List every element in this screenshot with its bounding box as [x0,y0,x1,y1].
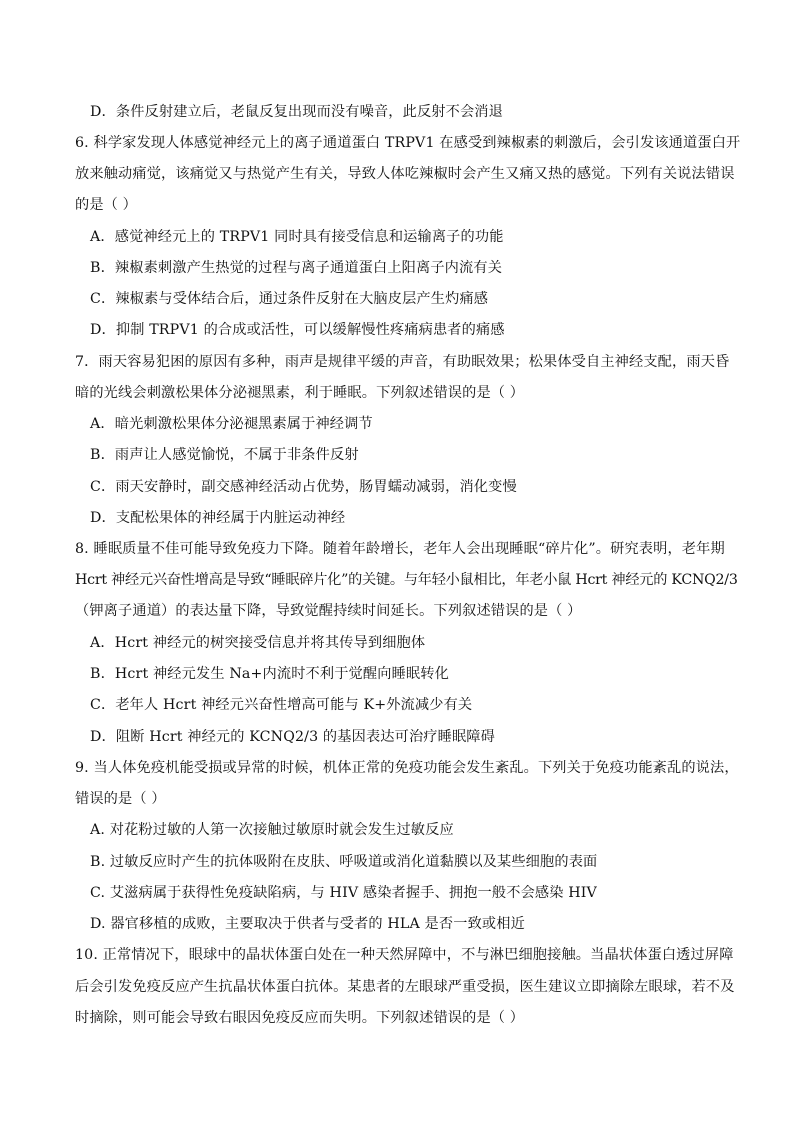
q9-stem-line-1: 9. 当人体免疫机能受损或异常的时候，机体正常的免疫功能会发生紊乱。下列关于免疫功能紊乱的说法， [75,760,739,776]
q8-stem-line-2: Hcrt 神经元兴奋性增高是导致“睡眠碎片化”的关键。与年轻小鼠相比，年老小鼠 Hcrt 神经元的 KCNQ2/3 [75,572,738,588]
q6-option-c: C．辣椒素与受体结合后，通过条件反射在大脑皮层产生灼痛感 [90,291,489,307]
q9-option-b: B. 过敏反应时产生的抗体吸附在皮肤、呼吸道或消化道黏膜以及某些细胞的表面 [90,854,598,870]
q9-stem-line-2: 错误的是（ ） [75,791,166,807]
q6-stem-line-1: 6. 科学家发现人体感觉神经元上的离子通道蛋白 TRPV1 在感受到辣椒素的刺激后，会引发该通道蛋白开 [75,135,741,151]
q8-option-d: D．阻断 Hcrt 神经元的 KCNQ2/3 的基因表达可治疗睡眠障碍 [90,729,495,745]
q8-stem-line-1: 8. 睡眠质量不佳可能导致免疫力下降。随着年龄增长，老年人会出现睡眠“碎片化”。研究表明，老年期 [75,541,725,557]
q6-stem-line-3: 的是（ ） [75,197,138,213]
q6-option-d: D．抑制 TRPV1 的合成或活性，可以缓解慢性疼痛病患者的痛感 [90,322,505,338]
q7-option-c: C．雨天安静时，副交感神经活动占优势，肠胃蠕动减弱，消化变慢 [90,479,517,495]
q8-stem-line-3: （钾离子通道）的表达量下降，导致觉醒持续时间延长。下列叙述错误的是（ ） [75,603,582,619]
q9-option-a: A. 对花粉过敏的人第一次接触过敏原时就会发生过敏反应 [90,822,454,838]
q10-stem-line-2: 后会引发免疫反应产生抗晶状体蛋白抗体。某患者的左眼球严重受损，医生建议立即摘除左眼球，若不及 [75,979,735,995]
q8-option-c: C．老年人 Hcrt 神经元兴奋性增高可能与 K+外流减少有关 [90,697,473,713]
q9-option-c: C. 艾滋病属于获得性免疫缺陷病，与 HIV 感染者握手、拥抱一般不会感染 HIV [90,885,597,901]
q7-option-a: A．暗光刺激松果体分泌褪黑素属于神经调节 [90,416,373,432]
q9-option-d: D. 器官移植的成败，主要取决于供者与受者的 HLA 是否一致或相近 [90,916,525,932]
q10-stem-line-1: 10. 正常情况下，眼球中的晶状体蛋白处在一种天然屏障中，不与淋巴细胞接触。当晶状体蛋白透过屏障 [75,947,734,963]
q8-option-a: A．Hcrt 神经元的树突接受信息并将其传导到细胞体 [90,635,426,651]
q6-option-a: A．感觉神经元上的 TRPV1 同时具有接受信息和运输离子的功能 [90,229,504,245]
q5-option-d: D．条件反射建立后，老鼠反复出现而没有噪音，此反射不会消退 [90,104,503,120]
q7-option-b: B．雨声让人感觉愉悦，不属于非条件反射 [90,447,359,463]
q10-stem-line-3: 时摘除，则可能会导致右眼因免疫反应而失明。下列叙述错误的是（ ） [75,1010,525,1026]
q8-option-b: B．Hcrt 神经元发生 Na+内流时不利于觉醒向睡眠转化 [90,666,449,682]
q7-stem-line-1: 7．雨天容易犯困的原因有多种，雨声是规律平缓的声音，有助眠效果；松果体受自主神经支配，雨天昏 [75,354,730,370]
q6-stem-line-2: 放来触动痛觉，该痛觉又与热觉产生有关，导致人体吃辣椒时会产生又痛又热的感觉。下列有关说法错误 [75,166,735,182]
q7-stem-line-2: 暗的光线会刺激松果体分泌褪黑素，利于睡眠。下列叙述错误的是（ ） [75,385,525,401]
q6-option-b: B．辣椒素刺激产生热觉的过程与离子通道蛋白上阳离子内流有关 [90,260,503,276]
q7-option-d: D．支配松果体的神经属于内脏运动神经 [90,510,346,526]
